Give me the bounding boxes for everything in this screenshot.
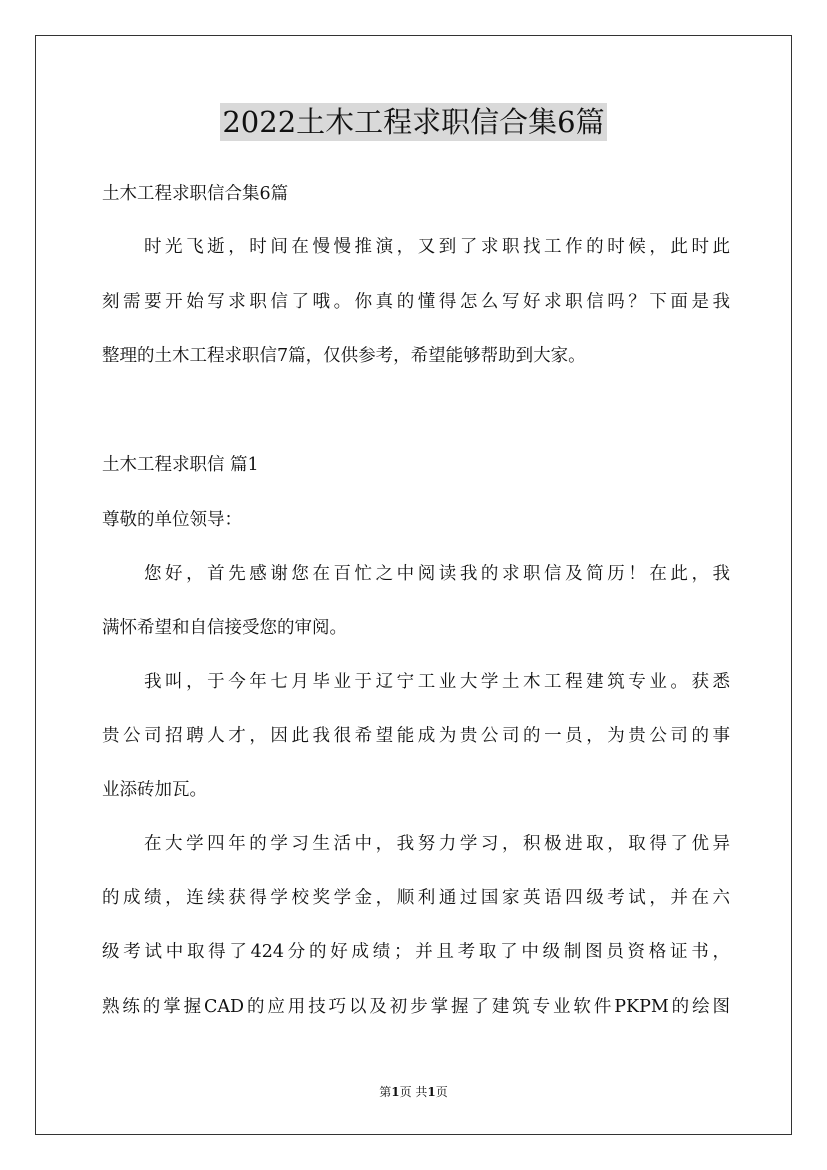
paragraph-line: 在大学四年的学习生活中，我努力学习，积极进取，取得了优异 [144,834,730,854]
paragraph-line: 时光飞逝，时间在慢慢推演，又到了求职找工作的时候，此时此 [144,237,730,257]
title-block [0,103,827,141]
paragraph-line: 的成绩，连续获得学校奖学金，顺利通过国家英语四级考试，并在六 [102,888,730,908]
footer-total-suffix: 页 [435,1085,448,1099]
paragraph-line: 级考试中取得了424分的好成绩；并且考取了中级制图员资格证书， [102,942,730,962]
paragraph-line: 整理的土木工程求职信7篇，仅供参考，希望能够帮助到大家。 [102,346,586,366]
footer-page-prefix: 第 [379,1085,392,1099]
paragraph-line: 刻需要开始写求职信了哦。你真的懂得怎么写好求职信吗？下面是我 [102,292,730,312]
document-title: 2022土木工程求职信合集6篇 [222,105,605,139]
paragraph-line: 熟练的掌握CAD的应用技巧以及初步掌握了建筑专业软件PKPM的绘图 [102,997,730,1017]
section-heading: 土木工程求职信 篇1 [102,455,259,475]
paragraph-line: 满怀希望和自信接受您的审阅。 [102,618,347,638]
paragraph-line: 贵公司招聘人才，因此我很希望能成为贵公司的一员，为贵公司的事 [102,726,730,746]
footer-page-number: 1 [391,1085,400,1099]
paragraph-line: 业添砖加瓦。 [102,780,207,800]
footer-page-suffix: 页 共 [399,1085,428,1099]
paragraph-line: 您好，首先感谢您在百忙之中阅读我的求职信及简历！在此，我 [144,564,730,584]
subtitle-line: 土木工程求职信合集6篇 [102,184,289,204]
paragraph-line: 我叫，于今年七月毕业于辽宁工业大学土木工程建筑专业。获悉 [144,672,730,692]
footer-total-pages: 1 [427,1085,436,1099]
salutation: 尊敬的单位领导： [102,510,242,530]
page-footer [0,1084,827,1100]
